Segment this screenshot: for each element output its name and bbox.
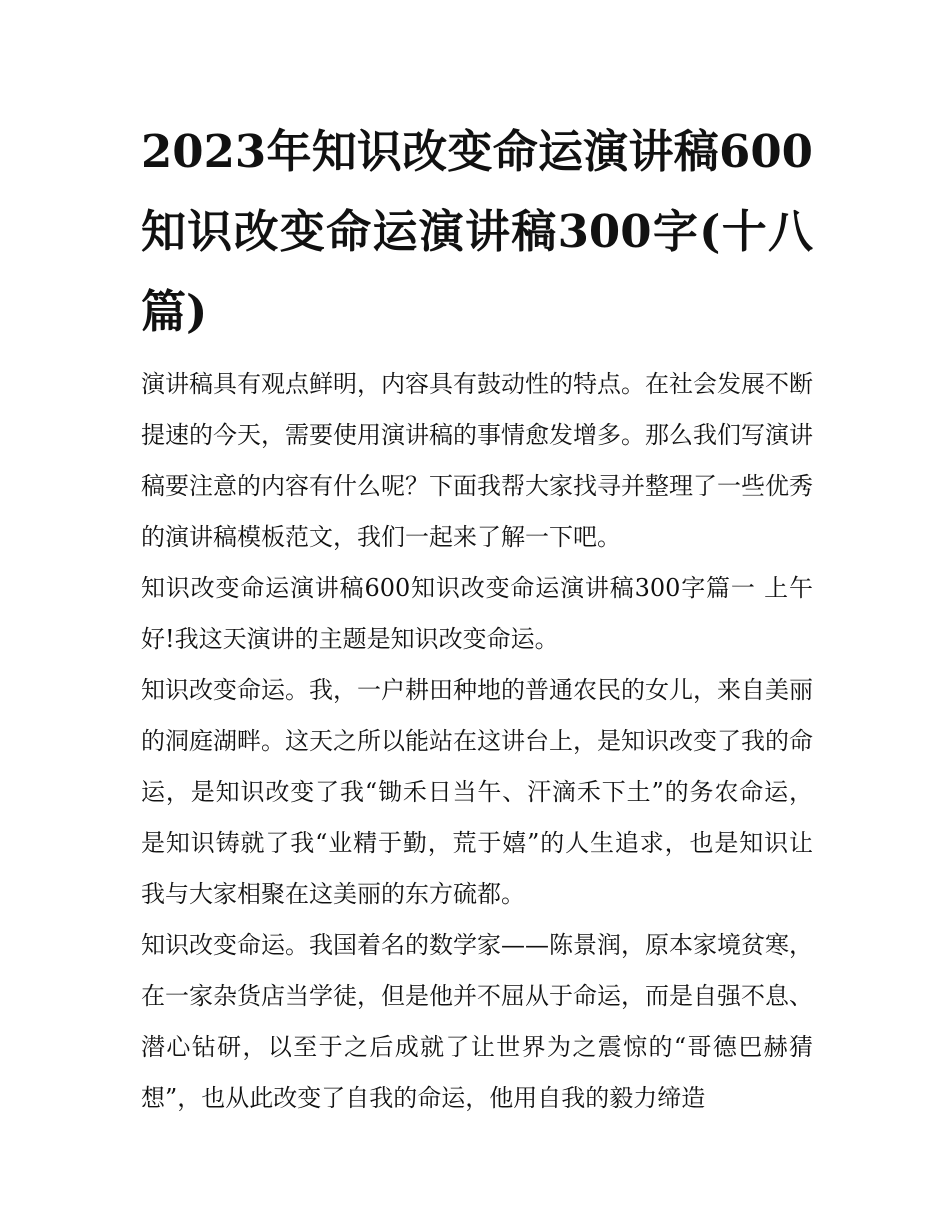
paragraph-personal-story: 知识改变命运。我，一户耕田种地的普通农民的女儿，来自美丽的洞庭湖畔。这天之所以能站在这讲台上，是知识改变了我的命运，是知识改变了我“锄禾日当午、汗滴禾下土”的务农命运，是知识铸就了我“业精于勤，荒于嬉”的人生追求，也是知识让我与大家相聚在这美丽的东方硫都。: [141, 676, 813, 908]
paragraph-intro: 演讲稿具有观点鲜明，内容具有鼓动性的特点。在社会发展不断提速的今天，需要使用演讲稿的事情愈发增多。那么我们写演讲稿要注意的内容有什么呢？下面我帮大家找寻并整理了一些优秀的演讲稿模板范文，我们一起来了解一下吧。: [141, 370, 813, 551]
paragraph-greeting: 知识改变命运演讲稿600知识改变命运演讲稿300字篇一 上午好!我这天演讲的主题是知识改变命运。: [141, 574, 813, 653]
paragraph-chen-jingrun: 知识改变命运。我国着名的数学家——陈景润，原本家境贫寒，在一家杂货店当学徒，但是他并不屈从于命运，而是自强不息、潜心钻研，以至于之后成就了让世界为之震惊的“哥德巴赫猜想”，也从此改变了自我的命运，他用自我的毅力缔造: [141, 931, 813, 1112]
document-title: 2023年知识改变命运演讲稿600知识改变命运演讲稿300字(十八篇): [141, 125, 813, 338]
document-body: [141, 359, 813, 1124]
document-page: [141, 112, 813, 1124]
